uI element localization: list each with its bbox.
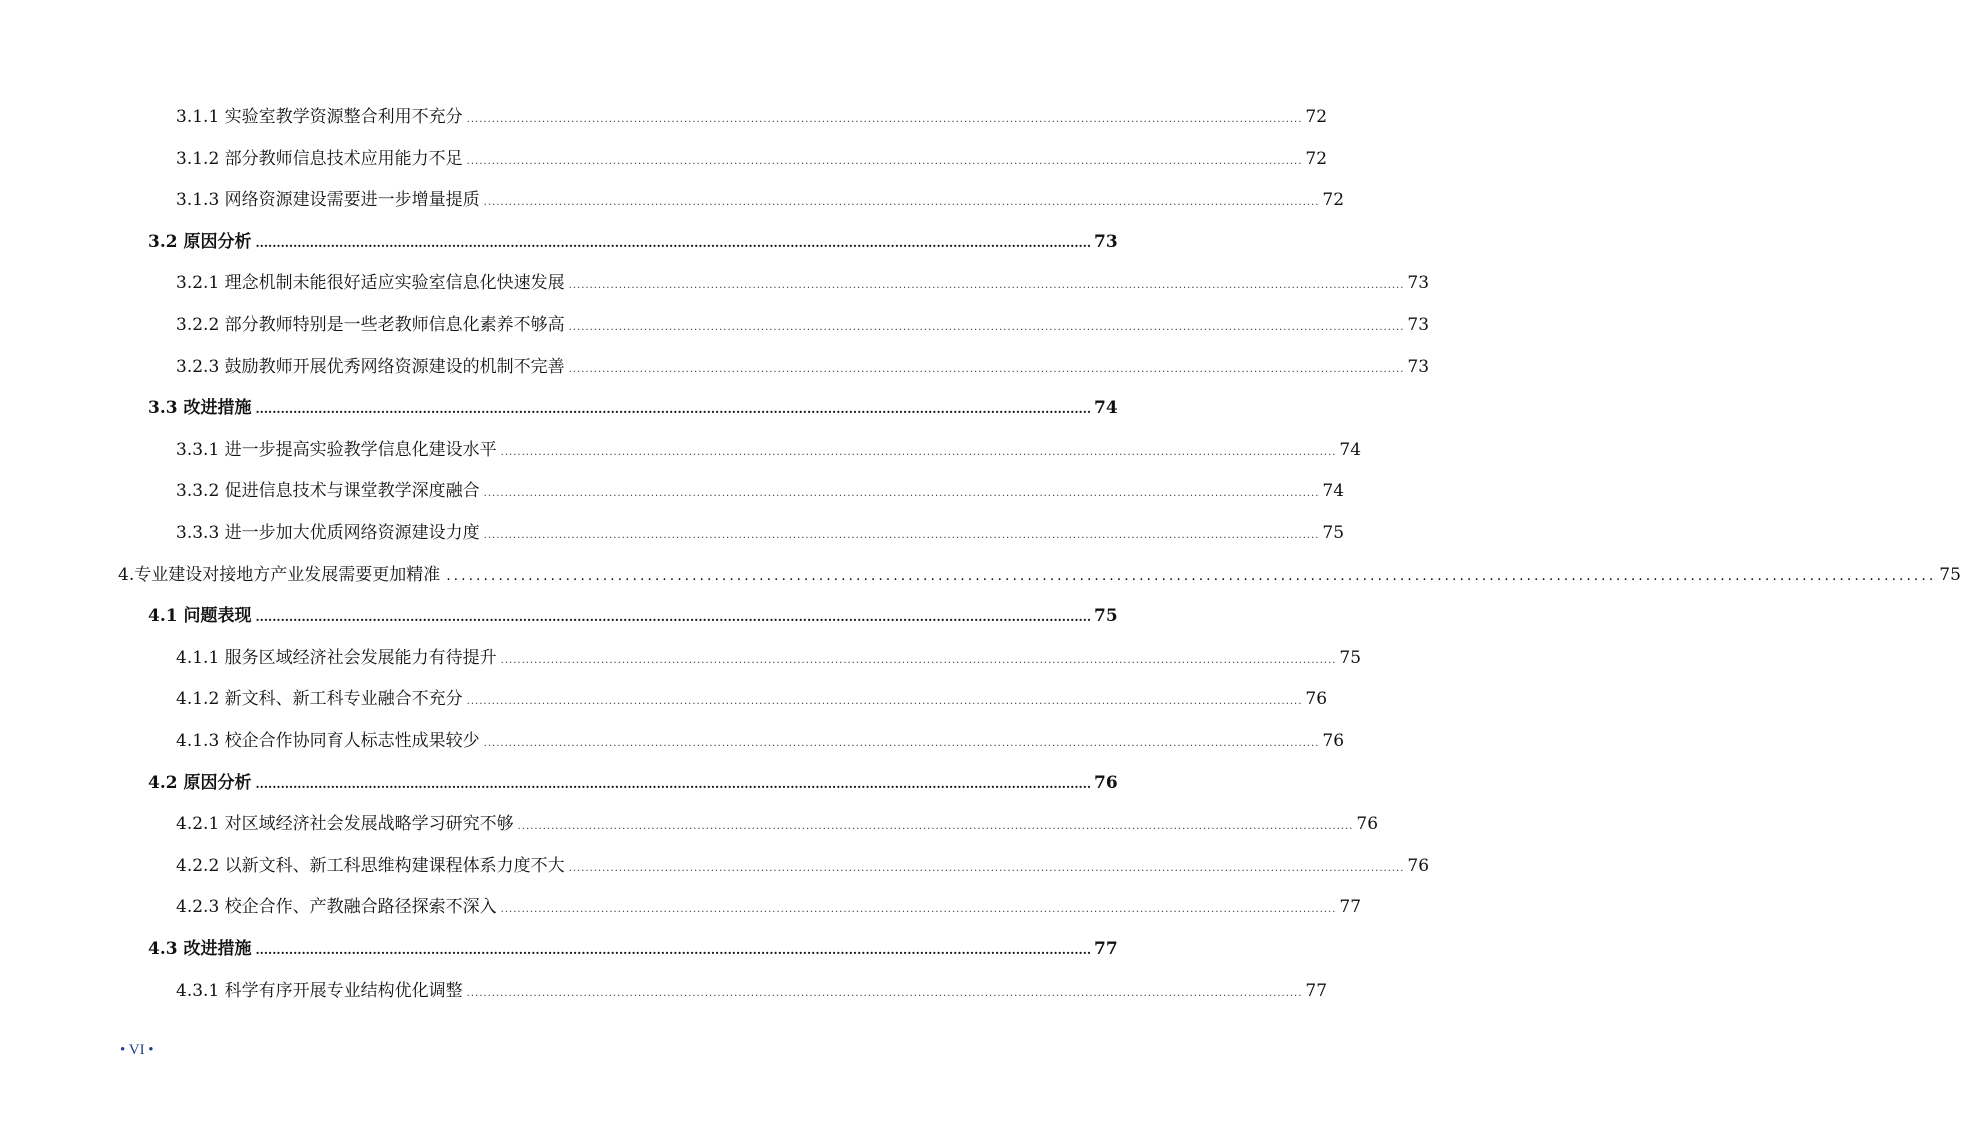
toc-dot-leader: ........................................................................................................................................................................................................ bbox=[517, 821, 1354, 832]
toc-entry[interactable] bbox=[176, 980, 1328, 1005]
toc-dot-leader: ........................................................................................................................................................................................................ bbox=[483, 197, 1320, 208]
toc-entry-page: 76 bbox=[1094, 773, 1118, 793]
toc-entry-page: 76 bbox=[1305, 689, 1328, 709]
toc-dot-leader: ........................................................................................................................................................................................................ bbox=[568, 280, 1405, 291]
toc-entry-title: 4.1 问题表现 bbox=[148, 606, 252, 626]
toc-entry[interactable] bbox=[176, 730, 1345, 755]
toc-entry[interactable] bbox=[176, 314, 1430, 339]
toc-dot-leader: ........................................................................................................................................................................................................ bbox=[568, 364, 1405, 375]
toc-entry[interactable] bbox=[176, 522, 1345, 547]
toc-entry-page: 76 bbox=[1407, 856, 1430, 876]
toc-entry-title: 3.2.3 鼓励教师开展优秀网络资源建设的机制不完善 bbox=[176, 357, 565, 377]
toc-dot-leader: ........................................................................................................................................................................................................ bbox=[255, 777, 1092, 791]
toc-entry-title: 4.2 原因分析 bbox=[148, 773, 252, 793]
toc-entry[interactable] bbox=[176, 480, 1345, 505]
toc-entry[interactable] bbox=[118, 564, 1961, 587]
toc-entry-title: 3.3 改进措施 bbox=[148, 398, 252, 418]
toc-entry-page: 77 bbox=[1094, 939, 1118, 959]
toc-entry-title: 3.1.3 网络资源建设需要进一步增量提质 bbox=[176, 190, 480, 210]
toc-entry-title: 3.3.3 进一步加大优质网络资源建设力度 bbox=[176, 523, 480, 543]
toc-entry-title: 3.3.2 促进信息技术与课堂教学深度融合 bbox=[176, 481, 480, 501]
toc-dot-leader: ........................................................................................................................................................................................................ bbox=[466, 156, 1303, 167]
toc-dot-leader: ........................................................................................................................................................................................................ bbox=[568, 322, 1405, 333]
toc-dot-leader: ........................................................................................................................................................................................................ bbox=[568, 863, 1405, 874]
toc-dot-leader: ........................................................................................................................................................................................................ bbox=[255, 236, 1092, 250]
toc-entry-title: 3.3.1 进一步提高实验教学信息化建设水平 bbox=[176, 440, 497, 460]
toc-entry[interactable] bbox=[176, 896, 1362, 921]
toc-entry-title: 3.1.1 实验室教学资源整合利用不充分 bbox=[176, 107, 463, 127]
toc-dot-leader: ........................................................................................................................................................................................................ bbox=[483, 530, 1320, 541]
toc-entry-page: 73 bbox=[1407, 315, 1430, 335]
toc-entry[interactable] bbox=[176, 688, 1328, 713]
toc-entry[interactable] bbox=[176, 356, 1430, 381]
page-number-footer: • VI • bbox=[120, 1042, 154, 1058]
toc-entry-page: 73 bbox=[1407, 357, 1430, 377]
toc-dot-leader: ........................................................................................................................................................................................................ bbox=[500, 904, 1337, 915]
toc-dot-leader: ........................................................................................................................................................................................................ bbox=[255, 943, 1092, 957]
toc-dot-leader: ........................................................................................................................................................................................................ bbox=[446, 568, 1937, 584]
toc-entry-page: 77 bbox=[1339, 897, 1362, 917]
toc-entry-page: 75 bbox=[1939, 565, 1961, 585]
toc-entry[interactable] bbox=[176, 148, 1328, 173]
toc-entry-page: 72 bbox=[1305, 149, 1328, 169]
toc-entry-page: 75 bbox=[1339, 648, 1362, 668]
toc-entry[interactable] bbox=[176, 272, 1430, 297]
toc-dot-leader: ........................................................................................................................................................................................................ bbox=[466, 696, 1303, 707]
toc-entry[interactable] bbox=[176, 813, 1379, 838]
toc-dot-leader: ........................................................................................................................................................................................................ bbox=[483, 738, 1320, 749]
toc-entry-page: 73 bbox=[1407, 273, 1430, 293]
toc-dot-leader: ........................................................................................................................................................................................................ bbox=[500, 655, 1337, 666]
toc-entry[interactable] bbox=[148, 231, 1118, 254]
toc-entry-title: 3.1.2 部分教师信息技术应用能力不足 bbox=[176, 149, 463, 169]
toc-entry[interactable] bbox=[148, 938, 1118, 961]
toc-entry[interactable] bbox=[148, 772, 1118, 795]
toc-dot-leader: ........................................................................................................................................................................................................ bbox=[500, 447, 1337, 458]
toc-entry-title: 3.2.2 部分教师特别是一些老教师信息化素养不够高 bbox=[176, 315, 565, 335]
toc-dot-leader: ........................................................................................................................................................................................................ bbox=[255, 610, 1092, 624]
toc-entry-page: 74 bbox=[1094, 398, 1118, 418]
toc-entry[interactable] bbox=[176, 855, 1430, 880]
toc-dot-leader: ........................................................................................................................................................................................................ bbox=[466, 114, 1303, 125]
toc-entry[interactable] bbox=[148, 397, 1118, 420]
toc-entry-page: 73 bbox=[1094, 232, 1118, 252]
toc-dot-leader: ........................................................................................................................................................................................................ bbox=[483, 488, 1320, 499]
toc-entry-title: 4.1.3 校企合作协同育人标志性成果较少 bbox=[176, 731, 480, 751]
toc-entry-title: 4.2.1 对区域经济社会发展战略学习研究不够 bbox=[176, 814, 514, 834]
toc-entry-title: 4.3.1 科学有序开展专业结构优化调整 bbox=[176, 981, 463, 1001]
toc-entry[interactable] bbox=[148, 605, 1118, 628]
toc-entry[interactable] bbox=[176, 106, 1328, 131]
toc-entry-page: 75 bbox=[1322, 523, 1345, 543]
toc-entry-title: 4.3 改进措施 bbox=[148, 939, 252, 959]
toc-entry-title: 3.2 原因分析 bbox=[148, 232, 252, 252]
toc-entry-title: 4.1.2 新文科、新工科专业融合不充分 bbox=[176, 689, 463, 709]
toc-entry-title: 4.专业建设对接地方产业发展需要更加精准 bbox=[118, 565, 441, 585]
toc-entry-title: 4.2.3 校企合作、产教融合路径探索不深入 bbox=[176, 897, 497, 917]
toc-entry[interactable] bbox=[176, 647, 1362, 672]
toc-entry-page: 77 bbox=[1305, 981, 1328, 1001]
toc-entry-title: 4.2.2 以新文科、新工科思维构建课程体系力度不大 bbox=[176, 856, 565, 876]
toc-entry-title: 4.1.1 服务区域经济社会发展能力有待提升 bbox=[176, 648, 497, 668]
toc-entry-page: 74 bbox=[1322, 481, 1345, 501]
toc-entry-page: 72 bbox=[1322, 190, 1345, 210]
toc-entry-title: 3.2.1 理念机制未能很好适应实验室信息化快速发展 bbox=[176, 273, 565, 293]
toc-entry-page: 76 bbox=[1322, 731, 1345, 751]
toc-entry-page: 74 bbox=[1339, 440, 1362, 460]
toc-entry[interactable] bbox=[176, 189, 1345, 214]
toc-entry[interactable] bbox=[176, 439, 1362, 464]
toc-entry-page: 75 bbox=[1094, 606, 1118, 626]
toc-entry-page: 72 bbox=[1305, 107, 1328, 127]
toc-dot-leader: ........................................................................................................................................................................................................ bbox=[466, 988, 1303, 999]
toc-entry-page: 76 bbox=[1356, 814, 1379, 834]
toc-dot-leader: ........................................................................................................................................................................................................ bbox=[255, 402, 1092, 416]
